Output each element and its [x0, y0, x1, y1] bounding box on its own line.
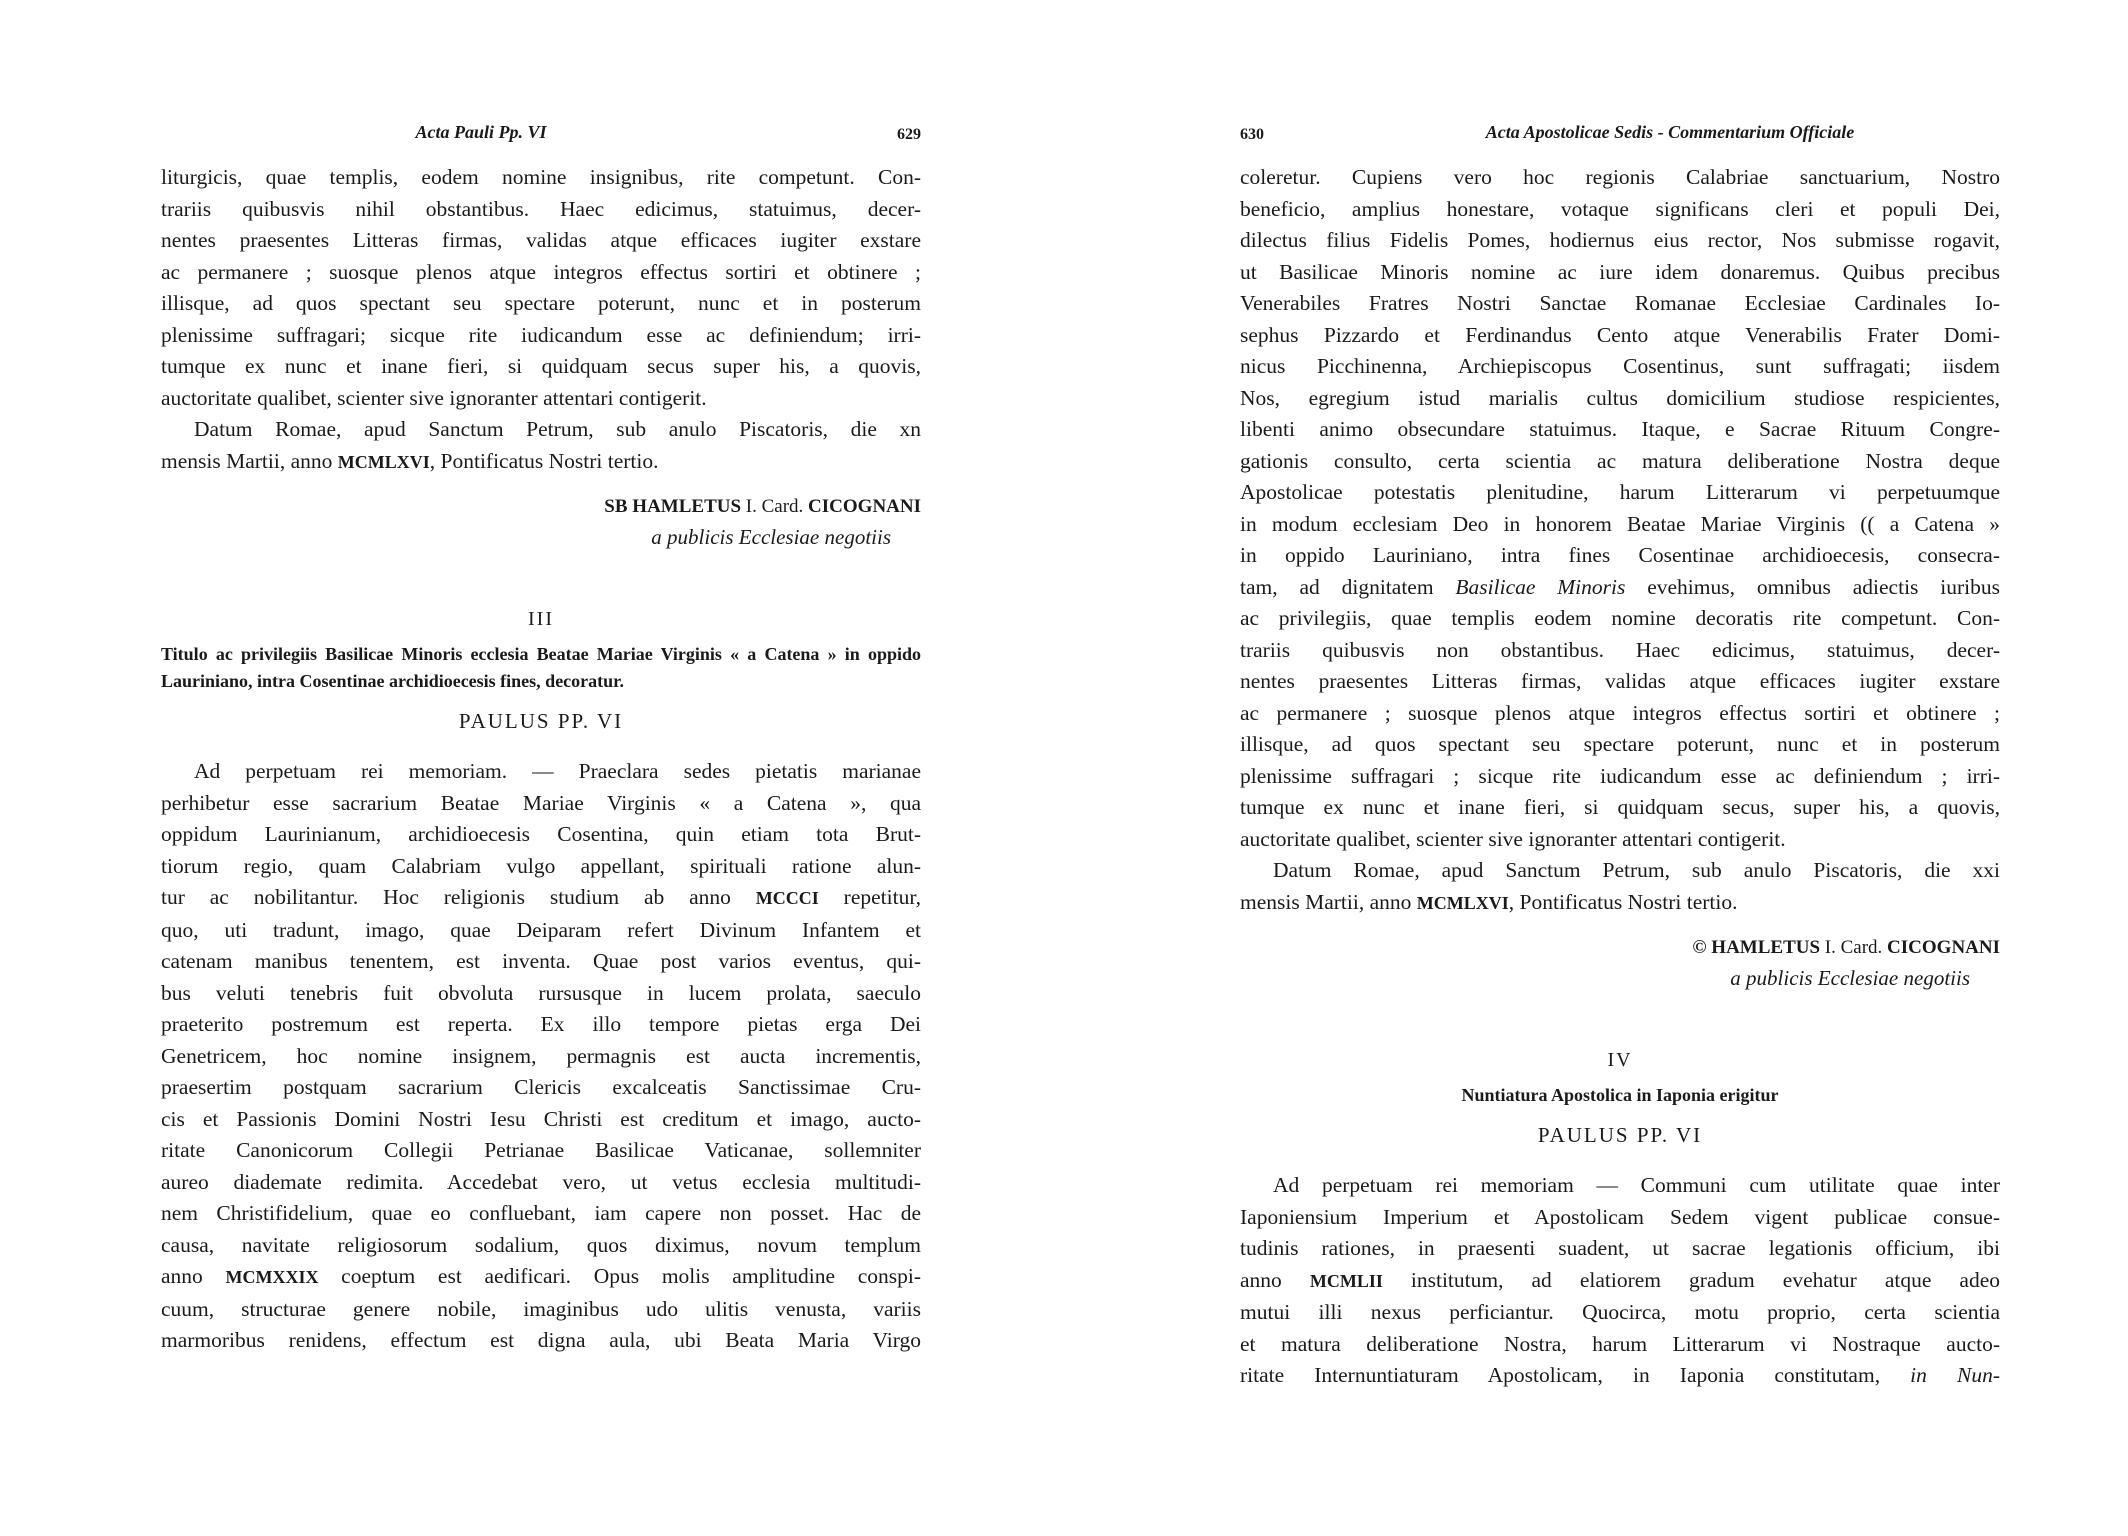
- text-line: dilectus filius Fidelis Pomes, hodiernus eius rector, Nos submisse rogavit,: [1240, 228, 2000, 252]
- text-line: aureo diademate redimita. Accedebat vero, ut vetus ecclesia multitudi-: [161, 1169, 921, 1194]
- text-span: ritate Internuntiaturam Apostolicam, in Iaponia constitutam,: [1240, 1363, 1911, 1387]
- section-number: III: [528, 608, 554, 630]
- text-line: marmoribus renidens, effectum est digna aula, ubi Beata Maria Virgo: [161, 1328, 921, 1352]
- running-title: Acta Apostolicae Sedis - Commentarium Officiale: [1485, 122, 1855, 142]
- text-line: [1240, 1265, 2000, 1298]
- text-line: nicus Picchinenna, Archiepiscopus Cosentinus, sunt suffragati; iisdem: [1240, 354, 2000, 378]
- text-line: [161, 1261, 921, 1294]
- signature-surname: CICOGNANI: [808, 496, 921, 517]
- text-line: nentes praesentes Litteras firmas, validas atque efficaces iugiter exstare: [161, 228, 921, 252]
- text-line: [161, 882, 921, 915]
- datum-paragraph: [1240, 855, 2000, 919]
- text-line: [1240, 572, 2000, 604]
- text-line: oppidum Laurinianum, archidioecesis Cosentina, quin etiam tota Brut-: [161, 822, 921, 846]
- text-span: evehimus, omnibus adiectis iuribus: [1625, 574, 2000, 599]
- year: MCMLII: [1309, 1270, 1383, 1291]
- text-line: auctoritate qualibet, scienter sive ignoranter attentari contigerit.: [161, 385, 707, 410]
- text-line: cuum, structurae genere nobile, imaginibus udo ulitis venusta, variis: [161, 1296, 921, 1321]
- text-span: , Pontificatus Nostri tertio.: [429, 448, 659, 473]
- signature-middle: I. Card.: [1820, 937, 1888, 958]
- text-span: mensis Martii, anno: [161, 448, 338, 473]
- text-line: in modum ecclesiam Deo in honorem Beatae Mariae Virginis (( a Catena »: [1240, 511, 2000, 536]
- text-span: tam, ad dignitatem: [1240, 574, 1456, 599]
- text-span: anno: [1240, 1267, 1310, 1292]
- text-span: , Pontificatus Nostri tertio.: [1508, 889, 1738, 914]
- text-line: Apostolicae potestatis plenitudine, harum Litterarum vi perpetuumque: [1240, 480, 2000, 504]
- text-line: tiorum regio, quam Calabriam vulgo appellant, spirituali ratione alun-: [161, 853, 921, 878]
- section-title: Titulo ac privilegiis Basilicae Minoris ecclesia Beatae Mariae Virginis « a Catena » in oppido Lauriniano, intra Cosentinae archidioecesis fines, decoratur.: [161, 644, 921, 691]
- text-line: Iaponiensium Imperium et Apostolicam Sedem vigent publicae consue-: [1240, 1204, 2000, 1229]
- signature-line: [161, 492, 921, 522]
- text-line: tumque ex nunc et inane fieri, si quidquam secus super his, a quovis,: [161, 354, 921, 378]
- section-title: Nuntiatura Apostolica in Iaponia erigitur: [1461, 1085, 1779, 1105]
- signature-prefix: © HAMLETUS: [1692, 937, 1821, 958]
- page-number: 629: [897, 126, 921, 143]
- year: MCMLXVI: [1416, 892, 1509, 913]
- text-line: Ad perpetuam rei memoriam. — Praeclara sedes pietatis marianae: [194, 759, 921, 783]
- text-line: nentes praesentes Litteras firmas, validas atque efficaces iugiter exstare: [1240, 669, 2000, 693]
- text-line: auctoritate qualibet, scienter sive ignoranter attentari contigerit.: [1240, 826, 1786, 851]
- text-line: bus veluti tenebris fuit obvoluta rursusque in lucem prolata, saeculo: [161, 980, 921, 1005]
- running-title: Acta Pauli Pp. VI: [415, 122, 547, 142]
- text-line: mutui illi nexus perficiantur. Quocirca, motu proprio, certa scientia: [1240, 1300, 2000, 1324]
- left-page: [161, 0, 921, 1357]
- text-span: coeptum est aedificari. Opus molis amplitudine conspi-: [318, 1264, 921, 1288]
- text-span: repetitur,: [818, 885, 921, 909]
- text-span: anno: [161, 1264, 226, 1288]
- text-line: nem Christifidelium, quae eo confluebant, iam capere non posset. Hac de: [161, 1201, 921, 1225]
- text-line: praeterito postremum est reperta. Ex illo tempore pietas erga Dei: [161, 1012, 921, 1036]
- datum-paragraph: [161, 414, 921, 478]
- running-head: [161, 122, 921, 162]
- page-number: 630: [1240, 126, 1264, 143]
- signature: [1240, 933, 2000, 993]
- continued-text: [1240, 162, 2000, 855]
- text-line: perhibetur esse sacrarium Beatae Mariae Virginis « a Catena », qua: [161, 790, 921, 815]
- text-line: Datum Romae, apud Sanctum Petrum, sub anulo Piscatoris, die xn: [194, 417, 921, 441]
- text-line: Ad perpetuam rei memoriam — Communi cum utilitate quae inter: [1273, 1173, 2000, 1197]
- text-line: liturgicis, quae templis, eodem nomine insignibus, rite competunt. Con-: [161, 165, 921, 189]
- continued-text: [161, 162, 921, 414]
- text-line: Nos, egregium istud marialis cultus domicilium studiose respicientes,: [1240, 385, 2000, 410]
- text-line: quo, uti tradunt, imago, quae Deiparam refert Divinum Infantem et: [161, 917, 921, 942]
- text-line: catenam manibus tenentem, est inventa. Quae post varios eventus, qui-: [161, 949, 921, 973]
- text-line: Genetricem, hoc nomine insignem, permagnis est aucta incrementis,: [161, 1043, 921, 1068]
- text-line: ac permanere ; suosque plenos atque integros effectus sortiri et obtinere ;: [1240, 700, 2000, 725]
- text-line: [1240, 887, 2000, 920]
- pope-heading: PAULUS PP. VI: [1537, 1123, 1703, 1147]
- text-line: Venerabiles Fratres Nostri Sanctae Romanae Ecclesiae Cardinales Io-: [1240, 291, 2000, 315]
- text-line: praesertim postquam sacrarium Clericis excalceatis Sanctissimae Cru-: [161, 1075, 921, 1099]
- text-line: ut Basilicae Minoris nomine ac iure idem donaremus. Quibus precibus: [1240, 259, 2000, 284]
- text-line: trariis quibusvis nihil obstantibus. Haec edicimus, statuimus, decer-: [161, 196, 921, 221]
- text-line: plenissime suffragari; sicque rite iudicandum esse ac definiendum; irri-: [161, 322, 921, 347]
- text-line: plenissime suffragari ; sicque rite iudicandum esse ac definiendum ; irri-: [1240, 763, 2000, 788]
- text-span: tur ac nobilitantur. Hoc religionis studium ab anno: [161, 885, 756, 909]
- signature-surname: CICOGNANI: [1887, 937, 2000, 958]
- text-line: trariis quibusvis non obstantibus. Haec edicimus, statuimus, decer-: [1240, 637, 2000, 662]
- year: MCMLXVI: [337, 451, 430, 472]
- text-line: coleretur. Cupiens vero hoc regionis Calabriae sanctuarium, Nostro: [1240, 165, 2000, 189]
- text-line: beneficio, amplius honestare, votaque significans cleri et populi Dei,: [1240, 196, 2000, 221]
- body-text: [1240, 1170, 2000, 1392]
- signature-role: a publicis Ecclesiae negotiis: [1730, 966, 1970, 990]
- text-line: causa, navitate religiosorum sodalium, quos diximus, novum templum: [161, 1232, 921, 1257]
- text-line: tumque ex nunc et inane fieri, si quidquam secus, super his, a quovis,: [1240, 795, 2000, 819]
- text-line: illisque, ad quos spectant seu spectare poterunt, nunc et in posterum: [1240, 732, 2000, 756]
- year: MCCCI: [755, 888, 819, 908]
- signature: [161, 492, 921, 552]
- text-line: [161, 446, 921, 479]
- text-line: ritate Canonicorum Collegii Petrianae Basilicae Vaticanae, sollemniter: [161, 1138, 921, 1162]
- text-line: in oppido Lauriniano, intra fines Cosentinae archidioecesis, consecra-: [1240, 543, 2000, 567]
- text-line: libenti animo obsecundare statuimus. Itaque, e Sacrae Rituum Congre-: [1240, 417, 2000, 441]
- text-line: ac privilegiis, quae templis eodem nomine decoratis rite competunt. Con-: [1240, 606, 2000, 630]
- text-line: sephus Pizzardo et Ferdinandus Cento atque Venerabilis Frater Domi-: [1240, 322, 2000, 347]
- italic-text: Basilicae Minoris: [1455, 574, 1626, 599]
- text-span: mensis Martii, anno: [1240, 889, 1417, 914]
- text-line: cis et Passionis Domini Nostri Iesu Christi est creditum et imago, aucto-: [161, 1106, 921, 1131]
- pope-heading: PAULUS PP. VI: [458, 709, 624, 733]
- section-number: IV: [1607, 1049, 1633, 1071]
- text-line: gationis consulto, certa scientia ac matura deliberatione Nostra deque: [1240, 448, 2000, 473]
- signature-prefix: SB HAMLETUS: [604, 496, 742, 517]
- text-line: tudinis rationes, in praesenti suadent, ut sacrae legationis officium, ibi: [1240, 1236, 2000, 1260]
- text-line: ac permanere ; suosque plenos atque integros effectus sortiri et obtinere ;: [161, 259, 921, 284]
- italic-text: in Nun-: [1910, 1363, 2000, 1387]
- text-line: [1240, 1360, 2000, 1392]
- text-line: Datum Romae, apud Sanctum Petrum, sub anulo Piscatoris, die xxi: [1273, 858, 2000, 882]
- signature-middle: I. Card.: [741, 496, 809, 517]
- year: MCMXXIX: [225, 1267, 319, 1287]
- text-line: et matura deliberatione Nostra, harum Litterarum vi Nostraque aucto-: [1240, 1331, 2000, 1356]
- text-span: institutum, ad elatiorem gradum evehatur atque adeo: [1382, 1267, 2001, 1292]
- body-text: [161, 756, 921, 1357]
- running-head: [1240, 122, 2000, 162]
- text-line: illisque, ad quos spectant seu spectare poterunt, nunc et in posterum: [161, 291, 921, 315]
- signature-role: a publicis Ecclesiae negotiis: [651, 525, 891, 549]
- right-page: [1240, 0, 2000, 1392]
- signature-line: [1240, 933, 2000, 963]
